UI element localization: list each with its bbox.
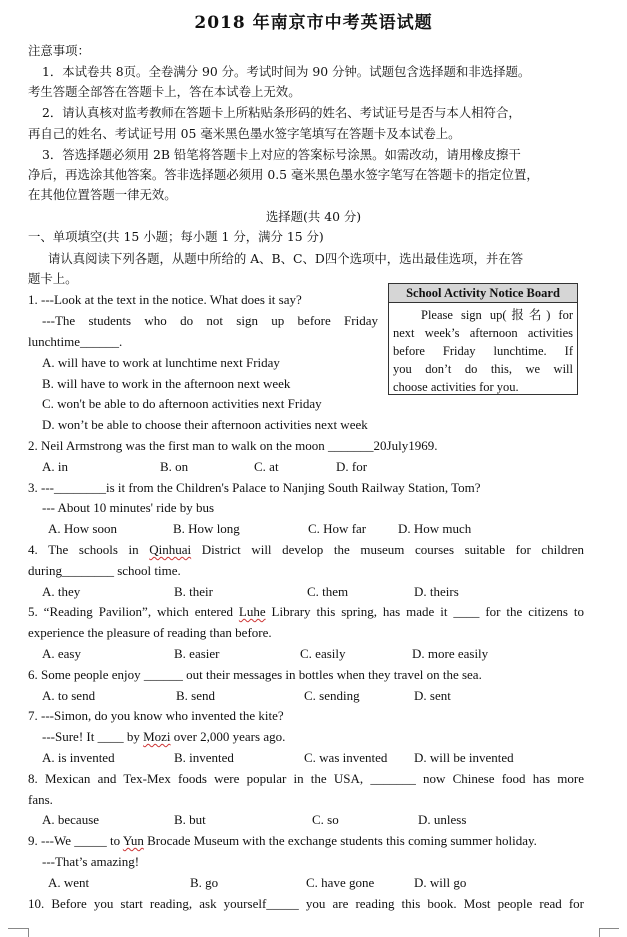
- question-1-option: C. won't be able to do afternoon activities next Friday: [42, 396, 322, 411]
- option-c: C. have gone: [306, 875, 375, 890]
- question-5-stem: 5. “Reading Pavilion”, which entered Luhe Library this spring, has made it ____ for the citizens to: [28, 604, 584, 619]
- question-9-options: [48, 873, 608, 893]
- question-4-stem: during________ school time.: [28, 563, 181, 578]
- option-c: C. easily: [300, 646, 346, 661]
- option-c: C. sending: [304, 688, 360, 703]
- option-c: C. them: [307, 584, 349, 599]
- note-line: 再自己的姓名、考试证号用 05 毫米黑色墨水签字笔填写在答题卡及本试卷上。: [28, 126, 461, 141]
- wavy-term: Luhe: [238, 604, 266, 619]
- corner-mark: [599, 928, 600, 937]
- notice-line: you don’t do this, we will: [393, 362, 573, 376]
- question-3-options: [48, 519, 608, 539]
- question-5-stem: experience the pleasure of reading than before.: [28, 625, 272, 640]
- question-1-option: B. will have to work in the afternoon next week: [42, 376, 291, 391]
- note-line: 净后，再选涂其他答案。答非选择题必须用 0.5 毫米黑色墨水签字笔写在答题卡的指定位置，: [28, 167, 539, 182]
- wavy-term: Qinhuai: [149, 542, 192, 557]
- notice-line: before Friday lunchtime. If: [393, 344, 573, 358]
- option-d: D. How much: [398, 521, 472, 536]
- note-line: 2．请认真核对监考教师在答题卡上所粘贴条形码的姓名、考试证号是否与本人相符合，: [42, 105, 521, 120]
- question-6-options: [42, 686, 602, 706]
- note-line: 3．答选择题必须用 2B 铅笔将答题卡上对应的答案标号涂黑。如需改动，请用橡皮擦干: [42, 147, 521, 162]
- notice-line: choose activities for you.: [393, 380, 519, 394]
- option-d: D. more easily: [412, 646, 489, 661]
- question-5-options: [42, 644, 602, 664]
- option-a: A. How soon: [48, 521, 117, 536]
- corner-mark: [8, 928, 28, 929]
- question-1-option: D. won’t be able to choose their afternoon activities next week: [42, 417, 368, 432]
- option-a: A. is invented: [42, 750, 115, 765]
- question-8-options: [42, 810, 602, 830]
- part1-title: 一、单项填空(共 15 小题；每小题 1 分，满分 15 分): [28, 229, 324, 244]
- option-a: A. easy: [42, 646, 81, 661]
- option-b: B. easier: [174, 646, 220, 661]
- option-c: C. at: [254, 459, 279, 474]
- notice-line: next week’s afternoon activities: [393, 326, 573, 340]
- option-b: B. How long: [173, 521, 240, 536]
- question-7-stem: ---Sure! It ____ by Mozi over 2,000 years ago.: [42, 729, 286, 744]
- option-b: B. go: [190, 875, 219, 890]
- option-d: D. theirs: [414, 584, 459, 599]
- section-title: 选择题(共 40 分): [265, 209, 362, 224]
- question-6-stem: 6. Some people enjoy ______ out their messages in bottles when they travel on the sea.: [28, 667, 482, 682]
- question-1-option: A. will have to work at lunchtime next Friday: [42, 355, 280, 370]
- question-8-stem: 8. Mexican and Tex-Mex foods were popular in the USA, _______ now Chinese food has more: [28, 771, 584, 786]
- option-c: C. How far: [308, 521, 367, 536]
- option-c: C. so: [312, 812, 339, 827]
- part1-instructions: 请认真阅读下列各题，从题中所给的 A、B、C、D四个选项中，选出最佳选项，并在答: [48, 251, 524, 266]
- option-b: B. send: [176, 688, 215, 703]
- option-d: D. will go: [414, 875, 467, 890]
- notes-header: 注意事项：: [28, 43, 90, 58]
- question-1-stem: lunchtime______.: [28, 334, 123, 349]
- note-line: 1．本试卷共 8页。全卷满分 90 分。考试时间为 90 分钟。试题包含选择题和非选择题。: [42, 64, 531, 79]
- question-2-options: [42, 457, 602, 477]
- question-2-stem: 2. Neil Armstrong was the first man to walk on the moon _______20July1969.: [28, 438, 438, 453]
- question-1-stem: 1. ---Look at the text in the notice. What does it say?: [28, 292, 302, 307]
- question-4-stem: 4. The schools in Qinhuai District will develop the museum courses suitable for children: [28, 542, 584, 557]
- question-9-stem: ---That’s amazing!: [42, 854, 140, 869]
- corner-mark: [599, 928, 619, 929]
- question-10-stem: 10. Before you start reading, ask yourself_____ you are reading this book. Most people read for: [28, 896, 584, 911]
- note-line: 在其他位置答题一律无效。: [28, 187, 177, 202]
- option-a: A. in: [42, 459, 68, 474]
- question-7-stem: 7. ---Simon, do you know who invented the kite?: [28, 708, 284, 723]
- option-d: D. unless: [418, 812, 467, 827]
- option-d: D. for: [336, 459, 368, 474]
- option-d: D. sent: [414, 688, 451, 703]
- part1-instructions: 题卡上。: [28, 271, 78, 286]
- option-c: C. was invented: [304, 750, 388, 765]
- option-d: D. will be invented: [414, 750, 514, 765]
- wavy-term: Yun: [122, 833, 144, 848]
- note-line: 考生答题全部答在答题卡上，答在本试卷上无效。: [28, 84, 301, 99]
- question-9-stem: 9. ---We _____ to Yun Brocade Museum with the exchange students this coming summer holiday.: [28, 833, 537, 848]
- option-a: A. they: [42, 584, 81, 599]
- notice-board-heading: School Activity Notice Board: [389, 284, 577, 303]
- corner-mark: [28, 928, 29, 937]
- option-b: B. but: [174, 812, 206, 827]
- question-3-stem: --- About 10 minutes' ride by bus: [42, 500, 215, 515]
- notice-line: Please sign up(报名) for: [421, 308, 573, 322]
- question-1-stem: ---The students who do not sign up before Friday: [42, 313, 378, 328]
- option-a: A. went: [48, 875, 90, 890]
- exam-title: 2018 年南京市中考英语试题: [194, 13, 433, 33]
- option-a: A. because: [42, 812, 100, 827]
- wavy-term: Mozi: [143, 729, 171, 744]
- question-3-stem: 3. ---________is it from the Children's Palace to Nanjing South Railway Station, Tom?: [28, 480, 481, 495]
- option-b: B. their: [174, 584, 213, 599]
- option-a: A. to send: [42, 688, 96, 703]
- option-b: B. on: [160, 459, 189, 474]
- question-4-options: [42, 582, 602, 602]
- option-b: B. invented: [174, 750, 234, 765]
- question-8-stem: fans.: [28, 792, 53, 807]
- question-7-options: [42, 748, 602, 768]
